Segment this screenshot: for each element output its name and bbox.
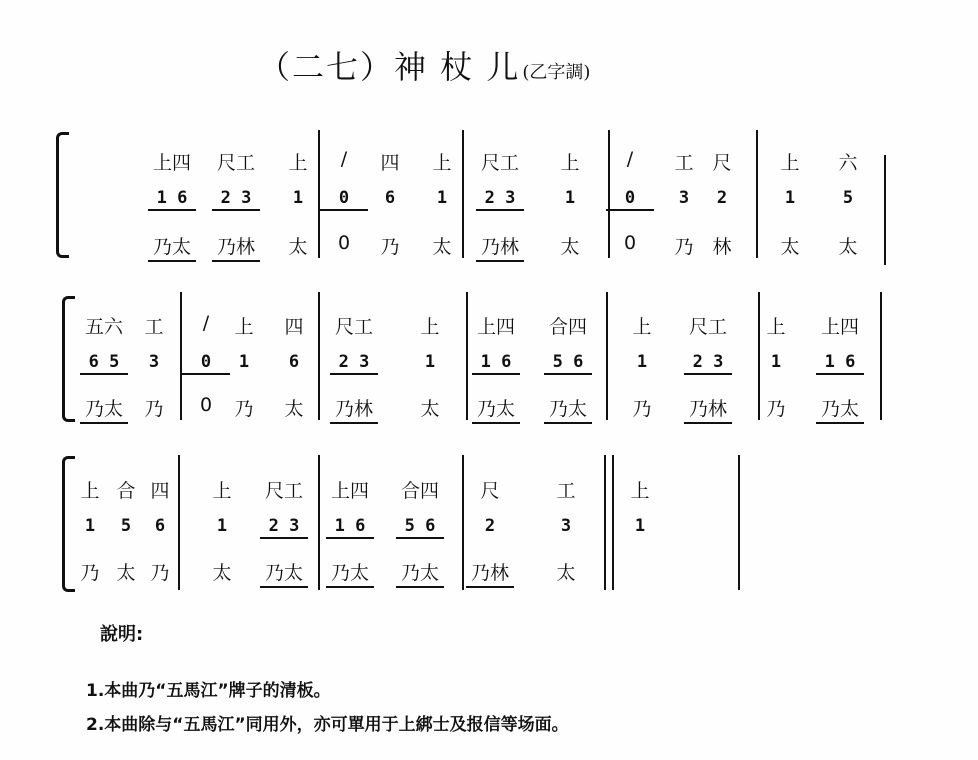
note-percussion: 乃太 (472, 394, 520, 424)
note-percussion: 太 (288, 236, 308, 258)
bar-line (318, 455, 320, 590)
title-main: （二七）神 杖 儿 (258, 48, 521, 86)
note-gongche: 上四 (152, 152, 191, 174)
note-jianpu: 0 (606, 188, 654, 211)
note-percussion: 太 (780, 236, 800, 258)
note-gongche: 合 (116, 480, 136, 502)
note-gongche: 上 (288, 152, 308, 174)
system-brace (56, 132, 69, 258)
note-gongche: 上 (234, 316, 254, 338)
note-jianpu: 1 6 (148, 188, 196, 211)
note-gongche: 上 (630, 480, 650, 502)
note-gongche: 六 (838, 152, 858, 174)
note-gongche: 上四 (476, 316, 515, 338)
bar-line (738, 455, 740, 590)
note-gongche: 上 (420, 316, 440, 338)
note-gongche: 上 (560, 152, 580, 174)
note-jianpu: 1 (238, 352, 250, 372)
note-jianpu: 1 (770, 352, 782, 372)
note-jianpu: 1 (292, 188, 304, 208)
note-jianpu: 2 3 (212, 188, 260, 211)
bar-line (884, 155, 886, 265)
note-percussion: 乃太 (148, 232, 196, 262)
note-gongche: 尺工 (334, 316, 373, 338)
note-percussion: 林 (712, 236, 732, 258)
note-jianpu: 0 (182, 352, 230, 375)
note-percussion: 乃 (150, 562, 170, 584)
bar-line (462, 455, 464, 590)
note-percussion: 乃林 (476, 232, 524, 262)
note-jianpu: 1 (564, 188, 576, 208)
note-percussion: 乃林 (466, 558, 514, 588)
note-gongche: 尺工 (480, 152, 519, 174)
note-jianpu: 5 (842, 188, 854, 208)
note-percussion: 乃 (674, 236, 694, 258)
note-gongche: 合四 (548, 316, 587, 338)
bar-line (318, 292, 320, 420)
note-percussion: 乃太 (80, 394, 128, 424)
note-percussion: 乃林 (212, 232, 260, 262)
note-percussion: 太 (556, 562, 576, 584)
note-percussion: 乃 (380, 236, 400, 258)
note-gongche: 上四 (820, 316, 859, 338)
note-jianpu: 2 3 (476, 188, 524, 211)
note-jianpu: 1 (84, 516, 96, 536)
note-gongche: 尺 (712, 152, 732, 174)
note-jianpu: 2 (716, 188, 728, 208)
bar-line (612, 455, 614, 590)
note-gongche: 尺工 (264, 480, 303, 502)
note-gongche: 四 (150, 480, 170, 502)
note-percussion: 乃 (80, 562, 100, 584)
note-gongche: 尺 (480, 480, 500, 502)
note-percussion: 乃 (632, 398, 652, 420)
note-percussion: 乃太 (816, 394, 864, 424)
note-jianpu: 0 (320, 188, 368, 211)
note-jianpu: 6 (288, 352, 300, 372)
note-percussion: 乃 (766, 398, 786, 420)
note-gongche: / (340, 148, 348, 170)
note-jianpu: 6 5 (80, 352, 128, 375)
system-brace (62, 296, 75, 422)
note-percussion: 0 (199, 394, 213, 416)
note-percussion: 太 (432, 236, 452, 258)
note-percussion: 太 (560, 236, 580, 258)
bar-line (466, 292, 468, 420)
note-percussion: 太 (420, 398, 440, 420)
note-gongche: 四 (380, 152, 400, 174)
note-percussion: 太 (116, 562, 136, 584)
note-gongche: 尺工 (688, 316, 727, 338)
note-gongche: 工 (556, 480, 576, 502)
note-jianpu: 2 3 (260, 516, 308, 539)
note-percussion: 乃太 (326, 558, 374, 588)
note-gongche: 五六 (84, 316, 123, 338)
note-gongche: / (202, 312, 210, 334)
title-key: (乙字調) (522, 62, 591, 83)
note-2: 2.本曲除与“五馬江”同用外，亦可單用于上綁士及报信等场面。 (86, 715, 569, 735)
note-percussion: 乃林 (330, 394, 378, 424)
note-jianpu: 6 (154, 516, 166, 536)
note-jianpu: 5 6 (396, 516, 444, 539)
note-percussion: 乃太 (544, 394, 592, 424)
note-jianpu: 2 3 (684, 352, 732, 375)
note-1: 1.本曲乃“五馬江”牌子的清板。 (86, 681, 331, 701)
note-jianpu: 1 6 (326, 516, 374, 539)
note-percussion: 太 (212, 562, 232, 584)
note-percussion: 乃 (144, 398, 164, 420)
note-gongche: 上 (766, 316, 786, 338)
note-gongche: / (626, 148, 634, 170)
note-gongche: 尺工 (216, 152, 255, 174)
note-percussion: 乃 (234, 398, 254, 420)
bar-line (604, 455, 606, 590)
note-jianpu: 2 (484, 516, 496, 536)
note-percussion: 乃林 (684, 394, 732, 424)
page-title (258, 42, 590, 88)
note-jianpu: 1 6 (816, 352, 864, 375)
note-jianpu: 3 (148, 352, 160, 372)
note-percussion: 乃太 (260, 558, 308, 588)
note-jianpu: 3 (678, 188, 690, 208)
note-jianpu: 1 (634, 516, 646, 536)
notes-heading: 說明: (100, 624, 144, 645)
note-gongche: 上 (780, 152, 800, 174)
note-jianpu: 1 6 (472, 352, 520, 375)
note-gongche: 上 (632, 316, 652, 338)
note-gongche: 工 (674, 152, 694, 174)
note-jianpu: 1 (424, 352, 436, 372)
note-percussion: 太 (284, 398, 304, 420)
note-jianpu: 1 (784, 188, 796, 208)
note-gongche: 上四 (330, 480, 369, 502)
note-percussion: 0 (623, 232, 637, 254)
bar-line (606, 292, 608, 420)
note-jianpu: 5 6 (544, 352, 592, 375)
note-gongche: 四 (284, 316, 304, 338)
note-percussion: 乃太 (396, 558, 444, 588)
note-jianpu: 1 (636, 352, 648, 372)
note-jianpu: 2 3 (330, 352, 378, 375)
note-gongche: 工 (144, 316, 164, 338)
note-gongche: 上 (212, 480, 232, 502)
note-jianpu: 5 (120, 516, 132, 536)
note-jianpu: 1 (436, 188, 448, 208)
note-gongche: 合四 (400, 480, 439, 502)
bar-line (880, 292, 882, 420)
note-gongche: 上 (432, 152, 452, 174)
bar-line (756, 130, 758, 258)
note-percussion: 0 (337, 232, 351, 254)
note-gongche: 上 (80, 480, 100, 502)
note-jianpu: 6 (384, 188, 396, 208)
note-jianpu: 1 (216, 516, 228, 536)
note-percussion: 太 (838, 236, 858, 258)
note-jianpu: 3 (560, 516, 572, 536)
